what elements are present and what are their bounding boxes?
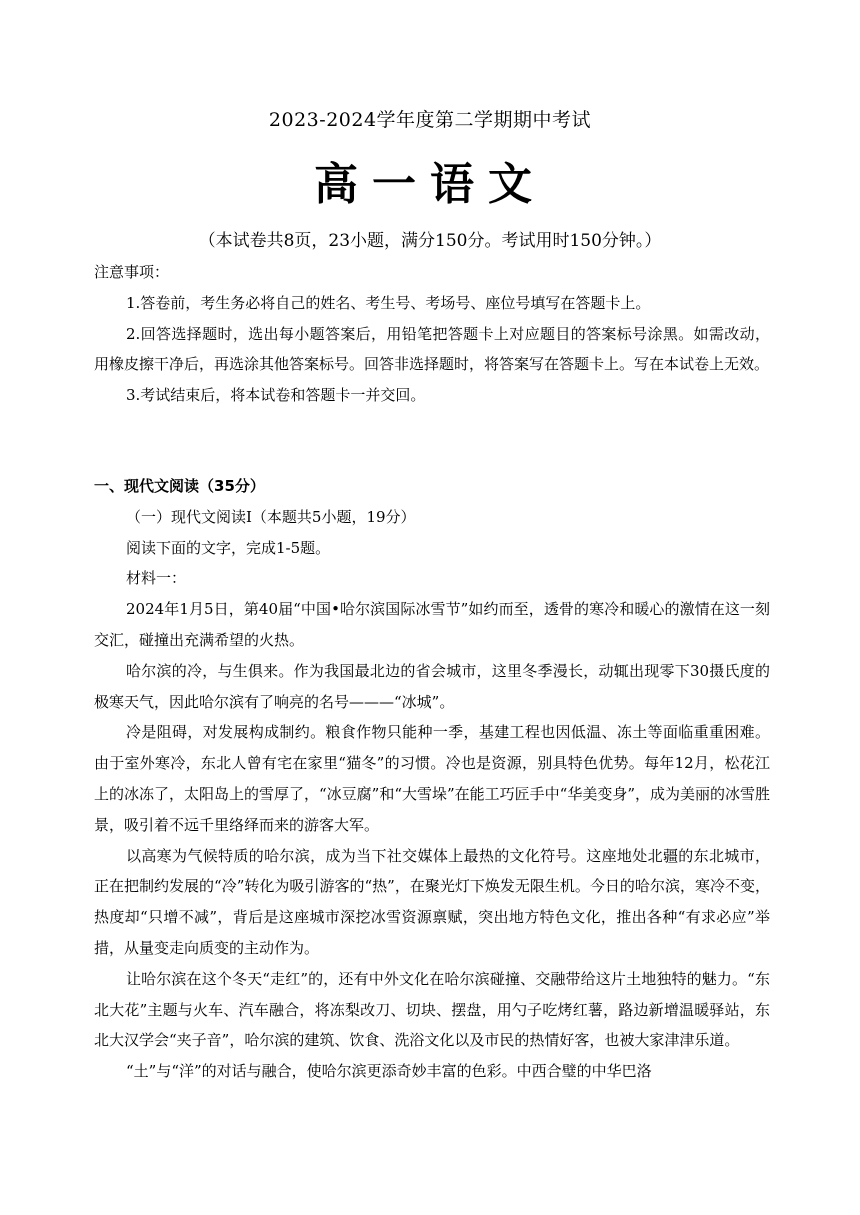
material-paragraph: 冷是阻碍，对发展构成制约。粮食作物只能种一季，基建工程也因低温、冻土等面临重重困难。由于室外寒冷，东北人曾有宅在家里“猫冬”的习惯。冷也是资源，别具特色优势。每年12月，松花江上的冰冻了，太阳岛上的雪厚了，“冰豆腐”和“大雪垛”在能工巧匠手中“华美变身”，成为美丽的冰雪胜景，吸引着不远千里络绎而来的游客大军。 (94, 723, 771, 834)
exam-info: （本试卷共8页，23小题，满分150分。考试用时150分钟。） (198, 231, 662, 251)
material-paragraph: 2024年1月5日，第40届“中国•哈尔滨国际冰雪节”如约而至，透骨的寒冷和暖心的激情在这一刻交汇，碰撞出充满希望的火热。 (94, 600, 770, 649)
note-item-3: 3.考试结束后，将本试卷和答题卡一并交回。 (126, 386, 426, 405)
note-item-2: 2.回答选择题时，选出每小题答案后，用铅笔把答题卡上对应题目的答案标号涂黑。如需改动，用橡皮擦干净后，再选涂其他答案标号。回答非选择题时，将答案写在答题卡上。写在本试卷上无效。 (94, 324, 770, 374)
material-paragraph: 以高寒为气候特质的哈尔滨，成为当下社交媒体上最热的文化符号。这座地处北疆的东北城市，正在把制约发展的“冷”转化为吸引游客的“热”，在聚光灯下焕发无限生机。今日的哈尔滨，寒冷不变，热度却“只增不减”，背后是这座城市深挖冰雪资源禀赋，突出地方特色文化，推出各种“有求必应”举措，从量变走向质变的主动作为。 (94, 846, 770, 957)
notes-section (94, 257, 770, 411)
subject-title: 高一语文 (314, 159, 546, 210)
material-paragraph: 哈尔滨的冷，与生俱来。作为我国最北边的省会城市，这里冬季漫长，动辄出现零下30摄氏度的极寒天气，因此哈尔滨有了响亮的名号———“冰城”。 (94, 661, 770, 711)
material-paragraph: 让哈尔滨在这个冬天“走红”的，还有中外文化在哈尔滨碰撞、交融带给这片土地独特的魅力。“东北大花”主题与火车、汽车融合，将冻梨改刀、切块、摆盘，用勺子吃烤红薯，路边新增温暖驿站，东北大汉学会“夹子音”，哈尔滨的建筑、饮食、洗浴文化以及市民的热情好客，也被大家津津乐道。 (94, 969, 770, 1050)
material-label: 材料一： (126, 569, 187, 588)
section-heading: 一、现代文阅读（35分） (94, 477, 265, 495)
notes-heading: 注意事项： (94, 263, 170, 281)
exam-name: 2023-2024学年度第二学期期中考试 (268, 109, 592, 131)
reading-instruction: 阅读下面的文字，完成1-5题。 (126, 538, 331, 557)
material-paragraph: “土”与“洋”的对话与融合，使哈尔滨更添奇妙丰富的色彩。中西合璧的中华巴洛 (126, 1062, 652, 1081)
note-item-1: 1.答卷前，考生务必将自己的姓名、考生号、考场号、座位号填写在答题卡上。 (126, 293, 651, 312)
section-subheading: （一）现代文阅读Ⅰ（本题共5小题，19分） (126, 507, 416, 526)
modern-reading-section (94, 471, 770, 1087)
